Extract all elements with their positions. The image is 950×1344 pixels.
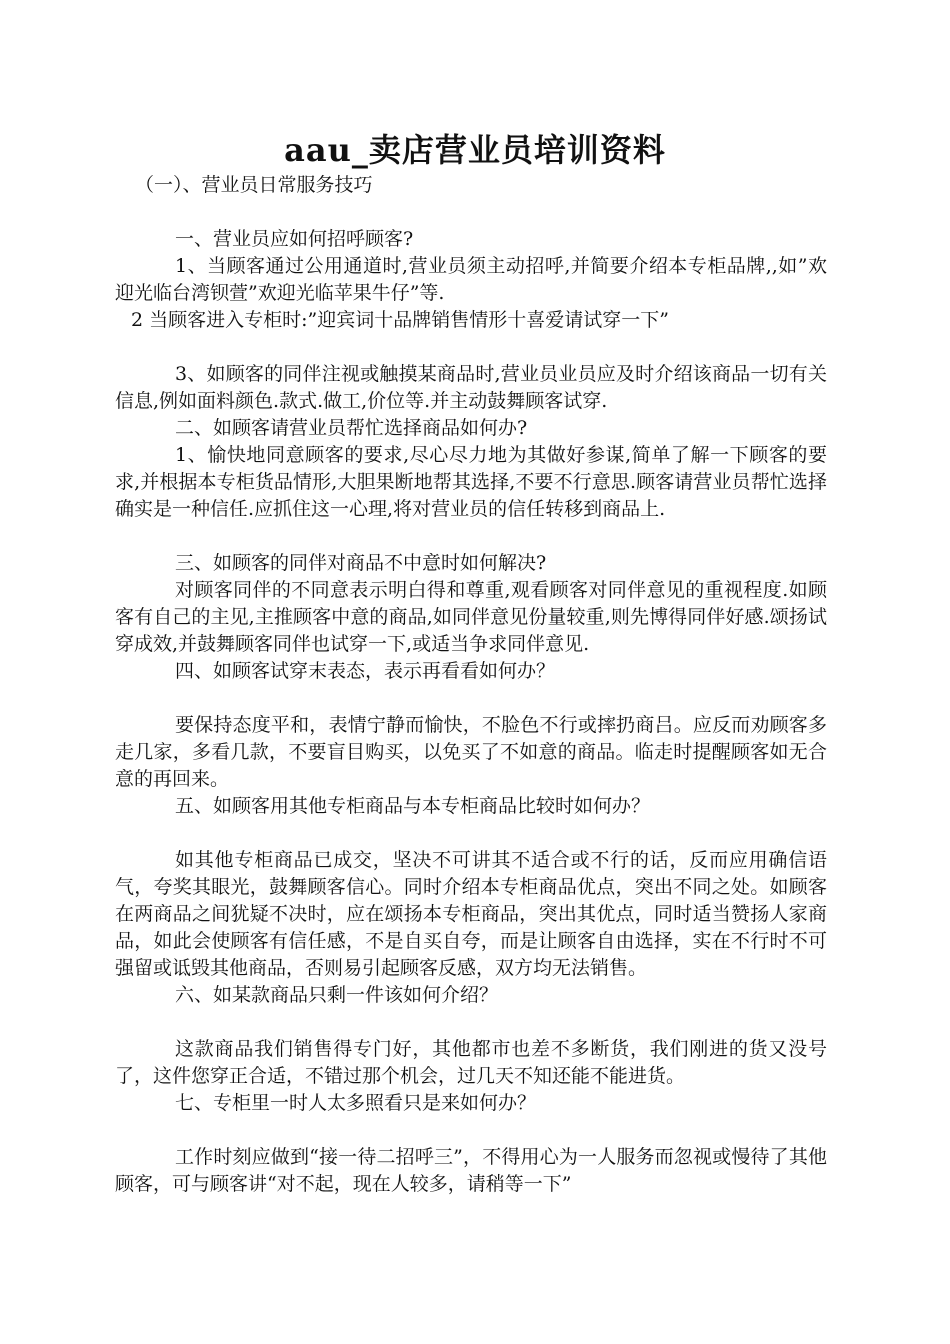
section-5-paragraph-1: 如其他专柜商品已成交，坚决不可讲其不适合或不行的话，反而应用确信语气，夸奖其眼光，鼓舞顾客信心。同时介绍本专柜商品优点，突出不同之处。如顾客在两商品之间犹疑不决时，应在颂扬本专柜商品，突出其优点，同时适当赞扬人家商品，如此会使顾客有信任感，不是自买自夸，而是让顾客自由选择，实在不行时不可强留或诋毁其他商品，否则易引起顾客反感，双方均无法销售。 — [115, 849, 827, 979]
section-1-heading: 一、营业员应如何招呼顾客? — [175, 228, 414, 250]
blank-line — [115, 685, 827, 712]
document-title: aau_卖店营业员培训资料 — [284, 131, 666, 169]
section-7-heading: 七、专柜里一时人太多照看只是来如何办？ — [175, 1092, 537, 1114]
section-4-heading: 四、如顾客试穿末表态，表示再看看如何办？ — [175, 660, 556, 682]
blank-line — [115, 199, 827, 226]
blank-line — [115, 523, 827, 550]
section-7-paragraph-1: 工作时刻应做到“接一待二招呼三”，不得用心为一人服务而忽视或慢待了其他顾客，可与顾客讲“对不起，现在人较多，请稍等一下” — [115, 1146, 827, 1195]
section-3-heading: 三、如顾客的同伴对商品不中意时如何解决? — [175, 552, 547, 574]
blank-line — [115, 1117, 827, 1144]
section-5-heading: 五、如顾客用其他专柜商品与本专柜商品比较时如何办？ — [175, 795, 651, 817]
document-body — [115, 172, 827, 1198]
blank-line — [115, 820, 827, 847]
section-1-paragraph-3: 3、如顾客的同伴注视或触摸某商品时,营业员业员应及时介绍该商品一切有关信息,例如面料颜色.款式.做工,价位等.并主动鼓舞顾客试穿. — [115, 363, 827, 412]
section-subtitle: （一）、营业员日常服务技巧 — [135, 174, 373, 196]
section-1-paragraph-2: 2 当顾客进入专柜时:”迎宾词十品牌销售情形十喜爱请试穿一下” — [131, 309, 669, 331]
section-4-paragraph-1: 要保持态度平和，表情宁静而愉快，不脸色不行或摔扔商吕。应反而劝顾客多走几家，多看几款，不要盲目购买，以免买了不如意的商品。临走时提醒顾客如无合意的再回来。 — [115, 714, 827, 790]
section-2-heading: 二、如顾客请营业员帮忙选择商品如何办? — [175, 417, 528, 439]
section-2-paragraph-1: 1、愉快地同意顾客的要求,尽心尽力地为其做好参谋,简单了解一下顾客的要求,并根据本专柜货品情形,大胆果断地帮其选择,不要不行意思.顾客请营业员帮忙选择确实是一种信任.应抓住这一心理,将对营业员的信任转移到商品上. — [115, 444, 827, 520]
blank-line — [115, 334, 827, 361]
blank-line — [115, 1009, 827, 1036]
section-6-heading: 六、如某款商品只剩一件该如何介绍？ — [175, 984, 499, 1006]
section-1-paragraph-1: 1、当顾客通过公用通道时,营业员须主动招呼,并简要介绍本专柜品牌,,如”欢迎光临台湾钡萱”欢迎光临苹果牛仔”等. — [115, 255, 827, 304]
section-6-paragraph-1: 这款商品我们销售得专门好，其他都市也差不多断货，我们刚进的货又没号了，这件您穿正合适，不错过那个机会，过几天不知还能不能进货。 — [115, 1038, 827, 1087]
section-3-paragraph-1: 对顾客同伴的不同意表示明白得和尊重,观看顾客对同伴意见的重视程度.如顾客有自己的主见,主推顾客中意的商品,如同伴意见份量较重,则先博得同伴好感.颂扬试穿成效,并鼓舞顾客同伴也试穿一下,或适当争求同伴意见. — [115, 579, 827, 655]
